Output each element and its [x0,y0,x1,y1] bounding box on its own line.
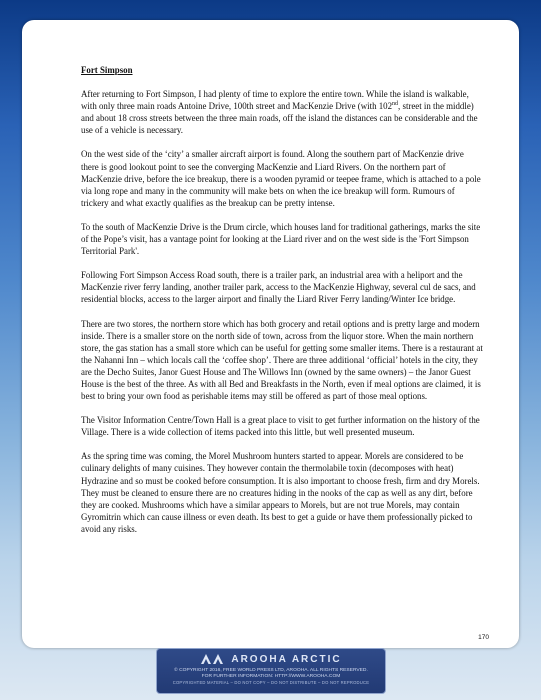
footer-copyright: © COPYRIGHT 2016, FREE WORLD PRESS LTD, AROOHA. ALL RIGHTS RESERVED. [174,668,368,673]
document-page [22,20,519,648]
page-title: Fort Simpson [81,65,133,75]
page-number: 170 [478,634,489,641]
paragraph-4: Following Fort Simpson Access Road south, there is a trailer park, an industrial area with a heliport and the MacKenzie river ferry landing, another trailer park, access to the MacKenzie Highway, several cul de sacs, and residential blocks, access to the larger airport and finally the Liard River Ferry landing/Winter Ice bridge. [81,270,476,305]
paragraph-2: On the west side of the ‘city’ a smaller aircraft airport is found. Along the southern part of MacKenzie drive there is good lookout point to see the converging MacKenzie and Liard Rivers. On the northern part of MacKenzie drive, before the ice breakup, there is a wooden pyramid or teepee frame, which is attached to a pole via long rope and many in the community will make bets on when the ice breakup will form. Rumours of trickery and what exactly qualifies as the breakup can be pretty intense. [81,149,481,208]
footer-notice: COPYRIGHTED MATERIAL – DO NOT COPY – DO NOT DISTRIBUTE – DO NOT REPRODUCE [172,680,370,685]
footer-info-link[interactable]: FOR FURTHER INFORMATION: HTTP://WWW.AROOHA.COM [201,674,341,679]
document-body [81,64,483,547]
paragraph-1: After returning to Fort Simpson, I had plenty of time to explore the entire town. While the island is walkable, with only three main roads Antoine Drive, 100th street and MacKenzie Drive (with 102nd, street in the middle) and about 18 cross streets between the three main roads, off the island the distances can be considerable and the use of a vehicle is necessary. [81,89,478,136]
paragraph-7: As the spring time was coming, the Morel Mushroom hunters started to appear. Morels are considered to be culinary delights of many cuisines. They however contain the thermolabile toxin (decomposes with heat) Hydrazine and so must be cooked before consumption. It is also important to choose fresh, firm and dry Morels. They must be cleaned to ensure there are no creatures hiding in the nooks of the cap as well as any dirt, before they are cooked. Mushrooms which have a similar appears to Morels, but are not true Morels, may contain Gyromitrin which can cause illness or even death. Its best to get a guide or have them professionally picked to avoid any risks. [81,451,480,534]
footer-brand: AROOHA ARCTIC [231,653,342,665]
footer-banner [156,648,386,694]
paragraph-3: To the south of MacKenzie Drive is the Drum circle, which houses land for traditional gatherings, marks the site of the Pope’s visit, has a vantage point for looking at the Liard river and on the west side is the 'Fort Simpson Territorial Park'. [81,221,481,257]
paragraph-5: There are two stores, the northern store which has both grocery and retail options and is pretty large and modern inside. There is a smaller store on the north side of town, across from the liquor store. When the main northern store, the gas station has a small store which can be useful for getting some smaller items. There is a restaurant at the Nahanni Inn – which locals call the ‘coffee shop’. There are three additional ‘official’ hotels in the city, they are the Decho Suites, Janor Guest House and The Willows Inn (owned by the same owners) – the Janor Guest House is the best of the three. As with all Bed and Breakfasts in the North, even if meal options are claimed, it is best to bring your own food as perishable items may still be offered as part of those meal options. [81,318,483,402]
ordinal-suffix: nd [392,101,399,108]
footer-logo [157,652,385,666]
arooha-logo-icon [200,653,226,665]
paragraph-6: The Visitor Information Centre/Town Hall is a great place to visit to get further information on the history of the Village. There is a wide collection of items packed into this little, but well presented museum. [81,415,480,438]
